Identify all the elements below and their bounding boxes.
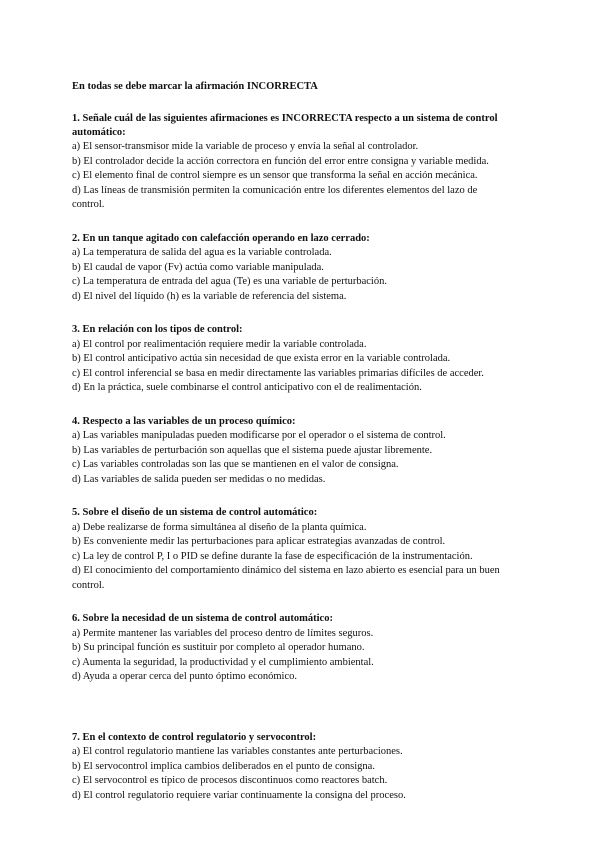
option-a: a) Las variables manipuladas pueden modificarse por el operador o el sistema de control. [72, 430, 446, 441]
question-title: 7. En el contexto de control regulatorio y servocontrol: [72, 731, 317, 743]
option-c: c) Las variables controladas son las que se mantienen en el valor de consigna. [72, 459, 399, 470]
option-c: c) El control inferencial se basa en medir directamente las variables primarias difíciles de acceder. [72, 367, 484, 379]
question-6 [72, 612, 510, 685]
option-b: b) El control anticipativo actúa sin necesidad de que exista error en la variable controlada. [72, 353, 451, 364]
question-4 [72, 415, 510, 488]
option-b: b) El servocontrol implica cambios deliberados en el punto de consigna. [72, 760, 375, 772]
option-d: d) Las variables de salida pueden ser medidas o no medidas. [72, 473, 326, 485]
option-a: a) El control por realimentación requiere medir la variable controlada. [72, 338, 367, 350]
option-b: b) Las variables de perturbación son aquellas que el sistema puede ajustar libremente. [72, 444, 433, 456]
question-title: 2. En un tanque agitado con calefacción operando en lazo cerrado: [72, 232, 370, 244]
question-2 [72, 232, 510, 305]
question-title: 6. Sobre la necesidad de un sistema de control automático: [72, 613, 333, 624]
option-d: d) El control regulatorio requiere variar continuamente la consigna del proceso. [72, 789, 406, 801]
option-b: b) El caudal de vapor (Fv) actúa como variable manipulada. [72, 261, 324, 273]
option-c: c) El servocontrol es típico de procesos discontinuos como reactores batch. [72, 775, 388, 786]
question-7 [72, 731, 510, 804]
option-c: c) La temperatura de entrada del agua (Te) es una variable de perturbación. [72, 276, 387, 287]
option-a: a) La temperatura de salida del agua es la variable controlada. [72, 247, 332, 258]
option-a: a) Permite mantener las variables del proceso dentro de límites seguros. [72, 627, 374, 639]
option-d: d) El conocimiento del comportamiento dinámico del sistema en lazo abierto es esencial para un buen control. [72, 565, 500, 591]
question-1 [72, 112, 510, 213]
option-c: c) El elemento final de control siempre es un sensor que transforma la señal en acción mecánica. [72, 170, 478, 181]
option-d: d) El nivel del líquido (h) es la variable de referencia del sistema. [72, 290, 347, 302]
option-a: a) Debe realizarse de forma simultánea al diseño de la planta química. [72, 521, 367, 533]
option-d: d) Las líneas de transmisión permiten la comunicación entre los diferentes elementos del lazo de control. [72, 184, 478, 210]
instructions-heading: En todas se debe marcar la afirmación INCORRECTA [72, 81, 318, 92]
option-b: b) Su principal función es sustituir por completo al operador humano. [72, 642, 365, 653]
question-3 [72, 323, 510, 396]
option-c: c) La ley de control P, I o PID se define durante la fase de especificación de la instrumentación. [72, 550, 473, 562]
option-a: a) El control regulatorio mantiene las variables constantes ante perturbaciones. [72, 746, 403, 757]
option-d: d) Ayuda a operar cerca del punto óptimo económico. [72, 671, 297, 682]
option-a: a) El sensor-transmisor mide la variable de proceso y envía la señal al controlador. [72, 141, 419, 152]
question-title: 3. En relación con los tipos de control: [72, 324, 243, 335]
question-title: 5. Sobre el diseño de un sistema de control automático: [72, 507, 318, 518]
option-b: b) Es conveniente medir las perturbaciones para aplicar estrategias avanzadas de control. [72, 536, 446, 547]
option-b: b) El controlador decide la acción correctora en función del error entre consigna y variable medida. [72, 155, 489, 167]
question-5 [72, 506, 510, 593]
question-title: 1. Señale cuál de las siguientes afirmaciones es INCORRECTA respecto a un sistema de control automático: [72, 113, 498, 138]
option-c: c) Aumenta la seguridad, la productividad y el cumplimiento ambiental. [72, 656, 374, 668]
option-d: d) En la práctica, suele combinarse el control anticipativo con el de realimentación. [72, 382, 422, 393]
question-title: 4. Respecto a las variables de un proceso químico: [72, 415, 296, 427]
